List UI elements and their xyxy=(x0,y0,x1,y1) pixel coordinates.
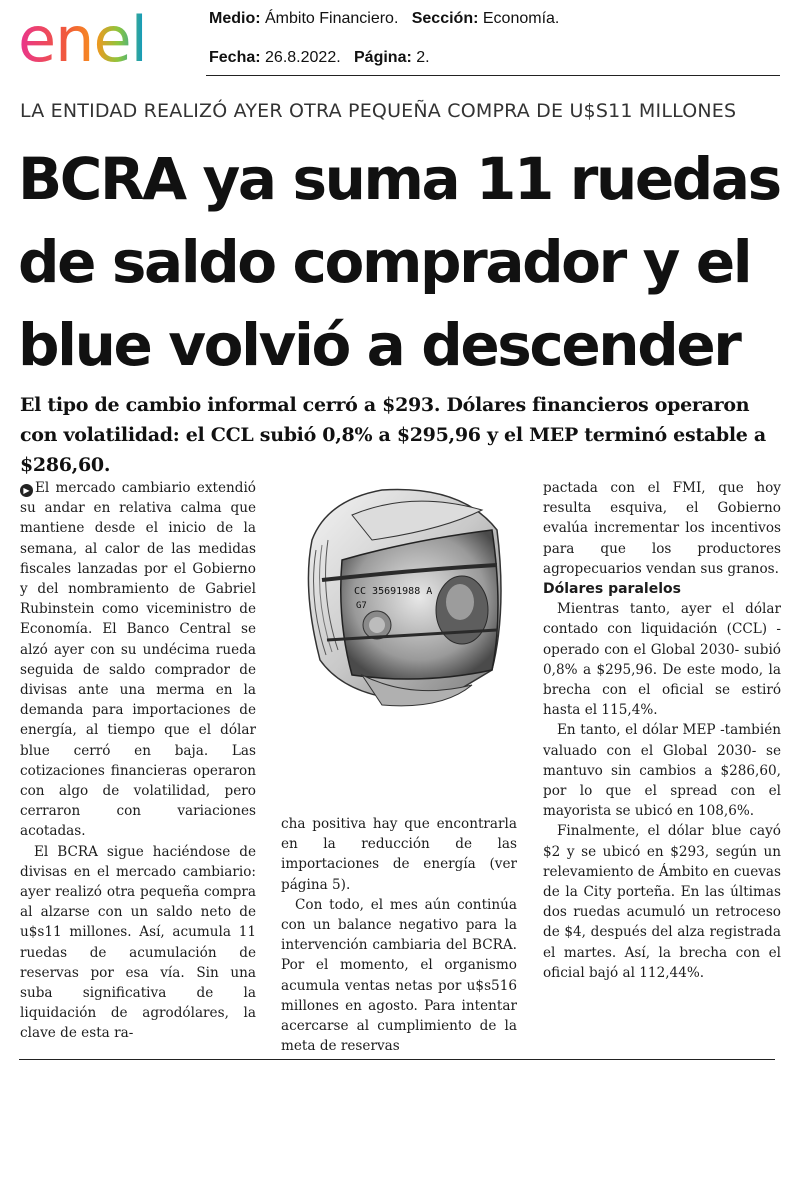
footer-divider xyxy=(19,1059,775,1060)
paragraph: Finalmente, el dólar blue cayó $2 y se ubicó en $293, según un relevamiento de Ámbito en cuevas de la City porteña. En las últimas dos ruedas acumuló un retroceso de $4, después del alza registrada el martes. Así, la brecha con el oficial bajó al 112,44%. xyxy=(543,823,781,981)
banknote-serial: CC 35691988 A xyxy=(354,586,433,597)
pagina-value: 2. xyxy=(416,49,430,66)
medio-value: Ámbito Financiero. xyxy=(265,10,399,27)
fecha-label: Fecha: xyxy=(209,49,261,66)
article-column-3 xyxy=(543,478,781,983)
subheadline: El tipo de cambio informal cerró a $293. Dólares financieros operaron con volatilidad: el CCL subió 0,8% a $295,96 y el MEP terminó estable a $286,60. xyxy=(20,394,766,476)
dollar-roll-photo xyxy=(292,470,522,715)
headline-line-2: de saldo comprador y el xyxy=(18,228,751,296)
seccion-label: Sección: xyxy=(411,10,479,27)
source-line xyxy=(209,10,559,28)
svg-text:enel: enel xyxy=(18,6,147,68)
banknote-code: G7 xyxy=(356,601,367,611)
pagina-label: Página: xyxy=(354,49,412,66)
paragraph-text: El mercado cambiario extendió su andar en relativa calma que mantiene desde el inicio de la semana, al calor de las medidas fiscales lanzadas por el Gobierno y del nombramiento de Gabriel Rubinstein como viceministro de Economía. El Banco Central se alzó ayer con su undécima rueda seguida de saldo comprador de divisas ante una merma en la demanda para importaciones de energía, al tiempo que el dólar blue cerró en baja. Las cotizaciones financieras operaron con algo de volatilidad, pero cerraron con variaciones acotadas. xyxy=(20,480,256,840)
article-column-2 xyxy=(281,814,517,1056)
paragraph: cha positiva hay que encontrarla en la reducción de las importaciones de energía (ver página 5). xyxy=(281,816,517,893)
paragraph: En tanto, el dólar MEP -también valuado con el Global 2030- se mantuvo sin cambios a $286,60, por lo que el spread con el mayorista se ubicó en 108,6%. xyxy=(543,722,781,820)
play-bullet-icon: ▶ xyxy=(20,484,33,497)
seccion-value: Economía. xyxy=(482,10,560,27)
fecha-value: 26.8.2022. xyxy=(265,49,341,66)
headline-line-1: BCRA ya suma 11 ruedas xyxy=(18,145,780,213)
paragraph xyxy=(20,478,256,842)
paragraph: Mientras tanto, ayer el dólar contado con liquidación (CCL) -operado con el Global 2030- subió 0,8% a $295,96. De este modo, la brecha con el oficial se estiró hasta el 115,4%. xyxy=(543,601,781,719)
kicker: LA ENTIDAD REALIZÓ AYER OTRA PEQUEÑA COMPRA DE U$S11 MILLONES xyxy=(20,100,737,122)
paragraph: Con todo, el mes aún continúa con un balance negativo para la intervención cambiaria del BCRA. Por el momento, el organismo acumula ventas netas por u$s516 millones en agosto. Para intentar acercarse al cumplimiento de la meta de reservas xyxy=(281,896,517,1055)
date-line xyxy=(209,49,430,67)
medio-label: Medio: xyxy=(209,10,261,27)
header-divider xyxy=(206,75,780,76)
headline xyxy=(18,138,788,387)
paragraph: pactada con el FMI, que hoy resulta esquiva, el Gobierno evalúa incrementar los incentivos para que los productores agropecuarios vendan sus granos. xyxy=(543,480,781,577)
headline-line-3: blue volvió a descender xyxy=(18,311,740,379)
paragraph: El BCRA sigue haciéndose de divisas en el mercado cambiario: ayer realizó otra pequeña compra al alzarse con un saldo neto de u$s11 millones. Así, acumula 11 ruedas de acumulación de reservas por esa vía. Sin una suba significativa de la liquidación de agrodólares, la clave de esta ra- xyxy=(20,843,256,1042)
enel-logo xyxy=(18,6,170,68)
article-column-1 xyxy=(20,478,256,1044)
section-subtitle: Dólares paralelos xyxy=(543,581,681,598)
